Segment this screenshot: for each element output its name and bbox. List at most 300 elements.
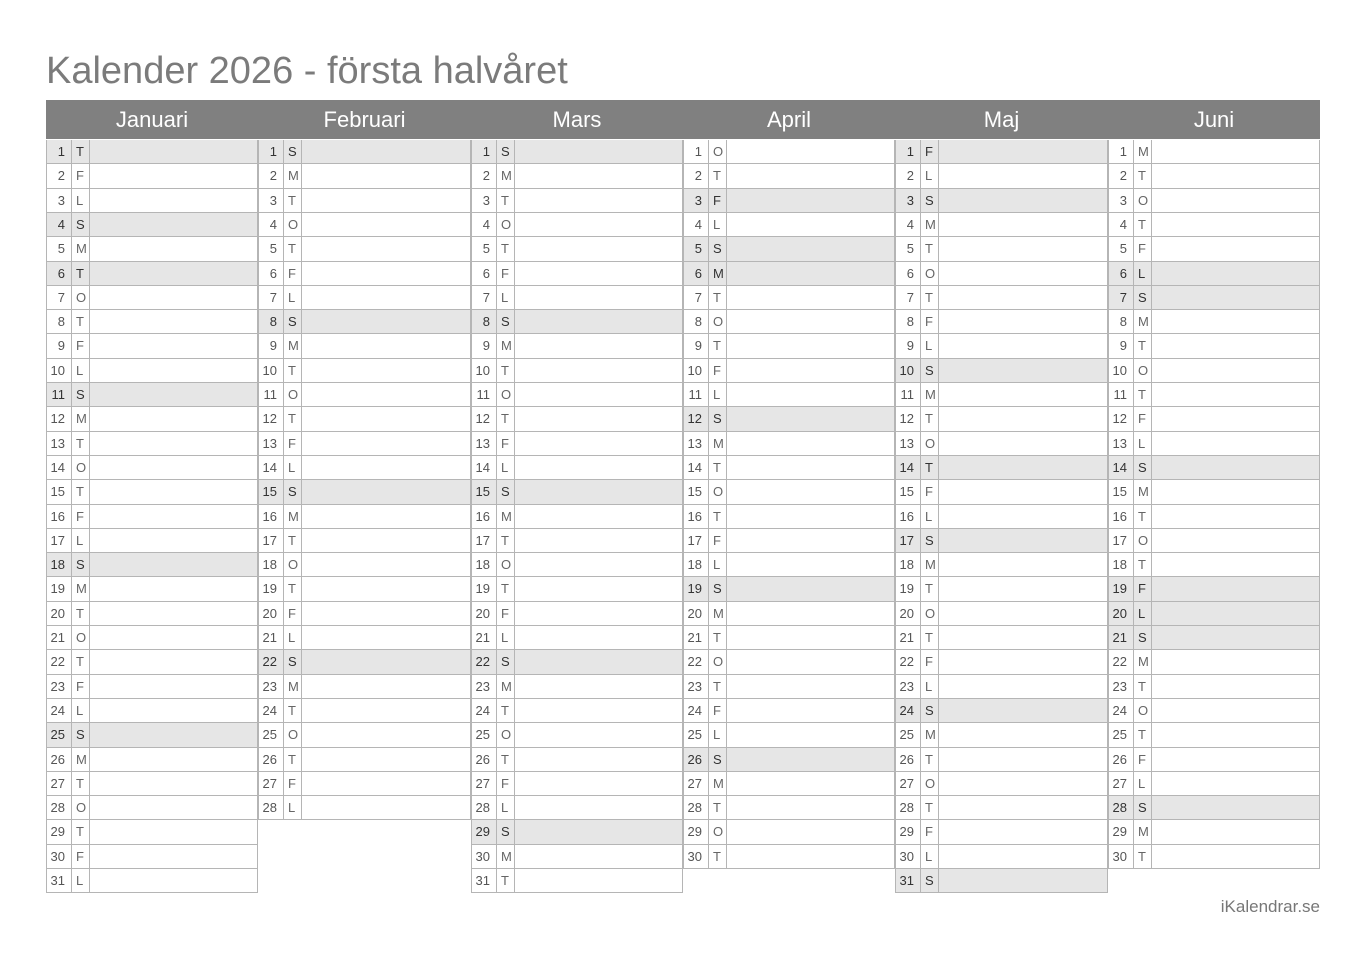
note-cell[interactable] bbox=[939, 310, 1107, 333]
note-cell[interactable] bbox=[727, 140, 894, 163]
note-cell[interactable] bbox=[515, 262, 682, 285]
note-cell[interactable] bbox=[90, 334, 257, 358]
weekday-letter: T bbox=[921, 286, 939, 309]
note-cell[interactable] bbox=[727, 505, 894, 528]
weekday-letter: T bbox=[1134, 505, 1152, 528]
note-cell[interactable] bbox=[939, 577, 1107, 601]
day-number: 20 bbox=[47, 602, 72, 625]
day-number: 9 bbox=[1109, 334, 1134, 358]
note-cell[interactable] bbox=[90, 262, 257, 285]
day-number: 24 bbox=[472, 699, 497, 722]
note-cell[interactable] bbox=[1152, 140, 1319, 163]
day-row bbox=[895, 820, 1108, 845]
note-cell[interactable] bbox=[1152, 213, 1319, 236]
note-cell[interactable] bbox=[727, 383, 894, 406]
weekday-letter: L bbox=[72, 189, 90, 212]
day-number: 15 bbox=[472, 480, 497, 504]
day-number: 7 bbox=[896, 286, 921, 309]
note-cell[interactable] bbox=[1152, 164, 1319, 188]
note-cell[interactable] bbox=[302, 310, 470, 333]
day-row bbox=[471, 189, 683, 213]
day-number: 21 bbox=[259, 626, 284, 649]
note-cell[interactable] bbox=[939, 383, 1107, 406]
day-number: 20 bbox=[472, 602, 497, 625]
note-cell[interactable] bbox=[90, 213, 257, 236]
weekday-letter: L bbox=[709, 383, 727, 406]
day-number: 4 bbox=[47, 213, 72, 236]
day-row bbox=[46, 310, 258, 334]
note-cell[interactable] bbox=[515, 772, 682, 795]
note-cell[interactable] bbox=[727, 407, 894, 431]
note-cell[interactable] bbox=[1152, 456, 1319, 479]
note-cell[interactable] bbox=[1152, 626, 1319, 649]
day-row bbox=[46, 164, 258, 189]
note-cell[interactable] bbox=[515, 626, 682, 649]
note-cell[interactable] bbox=[727, 480, 894, 504]
note-cell[interactable] bbox=[1152, 723, 1319, 747]
note-cell[interactable] bbox=[1152, 529, 1319, 552]
note-cell[interactable] bbox=[515, 334, 682, 358]
day-row bbox=[471, 675, 683, 699]
note-cell[interactable] bbox=[90, 699, 257, 722]
day-row bbox=[46, 577, 258, 602]
note-cell[interactable] bbox=[1152, 748, 1319, 771]
note-cell[interactable] bbox=[90, 140, 257, 163]
note-cell[interactable] bbox=[1152, 383, 1319, 406]
day-number: 9 bbox=[259, 334, 284, 358]
note-cell[interactable] bbox=[515, 189, 682, 212]
note-cell[interactable] bbox=[939, 869, 1107, 892]
note-cell[interactable] bbox=[515, 286, 682, 309]
note-cell[interactable] bbox=[302, 577, 470, 601]
day-number: 16 bbox=[1109, 505, 1134, 528]
note-cell[interactable] bbox=[1152, 432, 1319, 455]
day-number: 17 bbox=[896, 529, 921, 552]
day-number: 20 bbox=[684, 602, 709, 625]
note-cell[interactable] bbox=[939, 699, 1107, 722]
day-row bbox=[46, 869, 258, 893]
note-cell[interactable] bbox=[90, 189, 257, 212]
note-cell[interactable] bbox=[515, 407, 682, 431]
day-row bbox=[895, 407, 1108, 432]
note-cell[interactable] bbox=[515, 699, 682, 722]
note-cell[interactable] bbox=[302, 383, 470, 406]
note-cell[interactable] bbox=[90, 432, 257, 455]
note-cell[interactable] bbox=[515, 505, 682, 528]
note-cell[interactable] bbox=[1152, 675, 1319, 698]
day-number: 18 bbox=[1109, 553, 1134, 576]
day-number: 8 bbox=[684, 310, 709, 333]
note-cell[interactable] bbox=[515, 675, 682, 698]
note-cell[interactable] bbox=[727, 602, 894, 625]
note-cell[interactable] bbox=[90, 602, 257, 625]
day-number: 22 bbox=[259, 650, 284, 674]
day-number: 23 bbox=[896, 675, 921, 698]
note-cell[interactable] bbox=[90, 164, 257, 188]
note-cell[interactable] bbox=[1152, 505, 1319, 528]
day-row bbox=[258, 189, 471, 213]
note-cell[interactable] bbox=[515, 432, 682, 455]
day-row bbox=[471, 772, 683, 796]
note-cell[interactable] bbox=[90, 456, 257, 479]
weekday-letter: L bbox=[497, 626, 515, 649]
day-row bbox=[1108, 480, 1320, 505]
weekday-letter: M bbox=[497, 845, 515, 868]
note-cell[interactable] bbox=[515, 140, 682, 163]
day-number: 6 bbox=[684, 262, 709, 285]
note-cell[interactable] bbox=[515, 359, 682, 382]
day-number: 16 bbox=[472, 505, 497, 528]
note-cell[interactable] bbox=[515, 602, 682, 625]
day-row bbox=[895, 577, 1108, 602]
note-cell[interactable] bbox=[302, 602, 470, 625]
note-cell[interactable] bbox=[1152, 334, 1319, 358]
note-cell[interactable] bbox=[302, 359, 470, 382]
day-row bbox=[1108, 699, 1320, 723]
note-cell[interactable] bbox=[302, 675, 470, 698]
note-cell[interactable] bbox=[939, 675, 1107, 698]
note-cell[interactable] bbox=[727, 334, 894, 358]
note-cell[interactable] bbox=[1152, 286, 1319, 309]
note-cell[interactable] bbox=[939, 456, 1107, 479]
weekday-letter: T bbox=[284, 529, 302, 552]
note-cell[interactable] bbox=[727, 310, 894, 333]
note-cell[interactable] bbox=[302, 237, 470, 261]
note-cell[interactable] bbox=[727, 286, 894, 309]
day-number: 26 bbox=[259, 748, 284, 771]
note-cell[interactable] bbox=[939, 626, 1107, 649]
note-cell[interactable] bbox=[1152, 650, 1319, 674]
note-cell[interactable] bbox=[1152, 262, 1319, 285]
day-row bbox=[258, 164, 471, 189]
day-row bbox=[46, 237, 258, 262]
note-cell[interactable] bbox=[302, 796, 470, 819]
note-cell[interactable] bbox=[727, 359, 894, 382]
weekday-letter: S bbox=[921, 529, 939, 552]
note-cell[interactable] bbox=[939, 602, 1107, 625]
day-number: 6 bbox=[472, 262, 497, 285]
note-cell[interactable] bbox=[939, 650, 1107, 674]
weekday-letter: M bbox=[921, 383, 939, 406]
note-cell[interactable] bbox=[515, 213, 682, 236]
day-row bbox=[895, 529, 1108, 553]
note-cell[interactable] bbox=[515, 383, 682, 406]
note-cell[interactable] bbox=[90, 845, 257, 868]
note-cell[interactable] bbox=[302, 262, 470, 285]
note-cell[interactable] bbox=[302, 650, 470, 674]
day-row bbox=[471, 845, 683, 869]
note-cell[interactable] bbox=[90, 505, 257, 528]
note-cell[interactable] bbox=[302, 407, 470, 431]
note-cell[interactable] bbox=[515, 310, 682, 333]
note-cell[interactable] bbox=[90, 237, 257, 261]
note-cell[interactable] bbox=[727, 699, 894, 722]
note-cell[interactable] bbox=[1152, 480, 1319, 504]
day-row bbox=[1108, 553, 1320, 577]
page-title: Kalender 2026 - första halvåret bbox=[46, 50, 568, 92]
day-number: 12 bbox=[472, 407, 497, 431]
weekday-letter: S bbox=[709, 407, 727, 431]
note-cell[interactable] bbox=[90, 577, 257, 601]
day-number: 5 bbox=[259, 237, 284, 261]
day-number: 7 bbox=[1109, 286, 1134, 309]
day-number: 19 bbox=[47, 577, 72, 601]
note-cell[interactable] bbox=[939, 772, 1107, 795]
note-cell[interactable] bbox=[939, 480, 1107, 504]
note-cell[interactable] bbox=[939, 529, 1107, 552]
note-cell[interactable] bbox=[939, 432, 1107, 455]
day-row bbox=[258, 505, 471, 529]
note-cell[interactable] bbox=[727, 189, 894, 212]
weekday-letter: O bbox=[284, 213, 302, 236]
day-row bbox=[683, 505, 895, 529]
note-cell[interactable] bbox=[302, 480, 470, 504]
weekday-letter: T bbox=[709, 505, 727, 528]
day-row bbox=[46, 772, 258, 796]
note-cell[interactable] bbox=[727, 213, 894, 236]
note-cell[interactable] bbox=[302, 432, 470, 455]
weekday-letter: O bbox=[921, 602, 939, 625]
weekday-letter: L bbox=[921, 164, 939, 188]
month-name-januari: Januari bbox=[115, 107, 189, 132]
day-number: 28 bbox=[259, 796, 284, 819]
note-cell[interactable] bbox=[302, 723, 470, 747]
day-number: 2 bbox=[259, 164, 284, 188]
note-cell[interactable] bbox=[727, 553, 894, 576]
note-cell[interactable] bbox=[939, 237, 1107, 261]
day-number: 11 bbox=[896, 383, 921, 406]
weekday-letter: O bbox=[284, 383, 302, 406]
note-cell[interactable] bbox=[90, 675, 257, 698]
day-number: 24 bbox=[47, 699, 72, 722]
weekday-letter: L bbox=[284, 286, 302, 309]
day-number: 25 bbox=[896, 723, 921, 747]
note-cell[interactable] bbox=[302, 626, 470, 649]
note-cell[interactable] bbox=[939, 505, 1107, 528]
note-cell[interactable] bbox=[515, 529, 682, 552]
note-cell[interactable] bbox=[515, 845, 682, 868]
note-cell[interactable] bbox=[1152, 237, 1319, 261]
note-cell[interactable] bbox=[90, 553, 257, 576]
note-cell[interactable] bbox=[302, 529, 470, 552]
note-cell[interactable] bbox=[1152, 577, 1319, 601]
day-number: 3 bbox=[472, 189, 497, 212]
note-cell[interactable] bbox=[90, 796, 257, 819]
day-number: 13 bbox=[47, 432, 72, 455]
day-number: 11 bbox=[684, 383, 709, 406]
note-cell[interactable] bbox=[1152, 772, 1319, 795]
note-cell[interactable] bbox=[302, 189, 470, 212]
note-cell[interactable] bbox=[515, 577, 682, 601]
note-cell[interactable] bbox=[727, 432, 894, 455]
day-number: 10 bbox=[684, 359, 709, 382]
note-cell[interactable] bbox=[939, 213, 1107, 236]
day-number: 21 bbox=[47, 626, 72, 649]
day-number: 21 bbox=[896, 626, 921, 649]
note-cell[interactable] bbox=[302, 772, 470, 795]
weekday-letter: T bbox=[921, 626, 939, 649]
day-row bbox=[471, 602, 683, 626]
note-cell[interactable] bbox=[515, 869, 682, 892]
note-cell[interactable] bbox=[939, 140, 1107, 163]
day-number: 11 bbox=[259, 383, 284, 406]
weekday-letter: O bbox=[497, 213, 515, 236]
note-cell[interactable] bbox=[90, 650, 257, 674]
day-row bbox=[471, 796, 683, 820]
weekday-letter: T bbox=[709, 845, 727, 868]
day-number: 20 bbox=[259, 602, 284, 625]
note-cell[interactable] bbox=[302, 553, 470, 576]
day-number: 14 bbox=[472, 456, 497, 479]
note-cell[interactable] bbox=[939, 164, 1107, 188]
note-cell[interactable] bbox=[515, 748, 682, 771]
note-cell[interactable] bbox=[302, 164, 470, 188]
note-cell[interactable] bbox=[939, 723, 1107, 747]
note-cell[interactable] bbox=[90, 383, 257, 406]
day-row bbox=[471, 456, 683, 480]
day-row bbox=[1108, 213, 1320, 237]
day-number: 6 bbox=[896, 262, 921, 285]
note-cell[interactable] bbox=[939, 845, 1107, 868]
note-cell[interactable] bbox=[302, 286, 470, 309]
note-cell[interactable] bbox=[1152, 820, 1319, 844]
note-cell[interactable] bbox=[515, 164, 682, 188]
day-number: 22 bbox=[1109, 650, 1134, 674]
note-cell[interactable] bbox=[939, 359, 1107, 382]
note-cell[interactable] bbox=[939, 334, 1107, 358]
note-cell[interactable] bbox=[939, 407, 1107, 431]
note-cell[interactable] bbox=[515, 796, 682, 819]
weekday-letter: O bbox=[284, 723, 302, 747]
note-cell[interactable] bbox=[727, 820, 894, 844]
day-row bbox=[258, 529, 471, 553]
note-cell[interactable] bbox=[515, 650, 682, 674]
note-cell[interactable] bbox=[727, 650, 894, 674]
note-cell[interactable] bbox=[727, 529, 894, 552]
weekday-letter: L bbox=[497, 796, 515, 819]
weekday-letter: T bbox=[1134, 334, 1152, 358]
day-row bbox=[683, 748, 895, 772]
note-cell[interactable] bbox=[727, 577, 894, 601]
note-cell[interactable] bbox=[90, 626, 257, 649]
day-row bbox=[683, 626, 895, 650]
note-cell[interactable] bbox=[727, 748, 894, 771]
note-cell[interactable] bbox=[302, 505, 470, 528]
note-cell[interactable] bbox=[515, 237, 682, 261]
note-cell[interactable] bbox=[727, 723, 894, 747]
note-cell[interactable] bbox=[90, 310, 257, 333]
note-cell[interactable] bbox=[90, 359, 257, 382]
note-cell[interactable] bbox=[727, 845, 894, 868]
day-row bbox=[46, 748, 258, 772]
note-cell[interactable] bbox=[727, 675, 894, 698]
day-number: 2 bbox=[896, 164, 921, 188]
note-cell[interactable] bbox=[939, 820, 1107, 844]
weekday-letter: O bbox=[709, 140, 727, 163]
note-cell[interactable] bbox=[302, 140, 470, 163]
note-cell[interactable] bbox=[939, 796, 1107, 819]
note-cell[interactable] bbox=[1152, 845, 1319, 868]
note-cell[interactable] bbox=[1152, 189, 1319, 212]
note-cell[interactable] bbox=[90, 748, 257, 771]
note-cell[interactable] bbox=[939, 748, 1107, 771]
note-cell[interactable] bbox=[90, 407, 257, 431]
note-cell[interactable] bbox=[90, 772, 257, 795]
note-cell[interactable] bbox=[90, 820, 257, 844]
weekday-letter: M bbox=[709, 262, 727, 285]
note-cell[interactable] bbox=[302, 456, 470, 479]
weekday-letter: S bbox=[72, 723, 90, 747]
weekday-letter: F bbox=[284, 262, 302, 285]
note-cell[interactable] bbox=[727, 626, 894, 649]
note-cell[interactable] bbox=[302, 334, 470, 358]
weekday-letter: T bbox=[1134, 213, 1152, 236]
day-row bbox=[895, 334, 1108, 359]
day-row bbox=[683, 286, 895, 310]
note-cell[interactable] bbox=[727, 772, 894, 795]
note-cell[interactable] bbox=[1152, 359, 1319, 382]
note-cell[interactable] bbox=[939, 189, 1107, 212]
day-number: 7 bbox=[47, 286, 72, 309]
weekday-letter: O bbox=[497, 723, 515, 747]
note-cell[interactable] bbox=[515, 723, 682, 747]
day-number: 16 bbox=[684, 505, 709, 528]
note-cell[interactable] bbox=[727, 262, 894, 285]
note-cell[interactable] bbox=[302, 748, 470, 771]
day-number: 13 bbox=[896, 432, 921, 455]
note-cell[interactable] bbox=[90, 286, 257, 309]
day-number: 1 bbox=[896, 140, 921, 163]
note-cell[interactable] bbox=[1152, 796, 1319, 819]
note-cell[interactable] bbox=[1152, 310, 1319, 333]
note-cell[interactable] bbox=[515, 480, 682, 504]
note-cell[interactable] bbox=[1152, 602, 1319, 625]
note-cell[interactable] bbox=[302, 213, 470, 236]
weekday-letter: F bbox=[921, 140, 939, 163]
day-row bbox=[1108, 796, 1320, 820]
note-cell[interactable] bbox=[90, 529, 257, 552]
day-number: 18 bbox=[896, 553, 921, 576]
weekday-letter: L bbox=[1134, 262, 1152, 285]
day-row bbox=[46, 334, 258, 359]
note-cell[interactable] bbox=[1152, 699, 1319, 722]
note-cell[interactable] bbox=[90, 480, 257, 504]
day-number: 11 bbox=[1109, 383, 1134, 406]
day-row bbox=[1108, 748, 1320, 772]
note-cell[interactable] bbox=[1152, 553, 1319, 576]
note-cell[interactable] bbox=[90, 869, 257, 892]
note-cell[interactable] bbox=[727, 237, 894, 261]
note-cell[interactable] bbox=[515, 456, 682, 479]
note-cell[interactable] bbox=[939, 262, 1107, 285]
day-number: 21 bbox=[1109, 626, 1134, 649]
note-cell[interactable] bbox=[515, 553, 682, 576]
day-number: 1 bbox=[1109, 140, 1134, 163]
note-cell[interactable] bbox=[1152, 407, 1319, 431]
note-cell[interactable] bbox=[515, 820, 682, 844]
weekday-letter: T bbox=[497, 699, 515, 722]
day-row bbox=[258, 237, 471, 262]
note-cell[interactable] bbox=[90, 723, 257, 747]
note-cell[interactable] bbox=[302, 699, 470, 722]
day-row bbox=[471, 432, 683, 456]
note-cell[interactable] bbox=[727, 456, 894, 479]
note-cell[interactable] bbox=[939, 553, 1107, 576]
note-cell[interactable] bbox=[939, 286, 1107, 309]
note-cell[interactable] bbox=[727, 796, 894, 819]
note-cell[interactable] bbox=[727, 164, 894, 188]
weekday-letter: T bbox=[921, 577, 939, 601]
